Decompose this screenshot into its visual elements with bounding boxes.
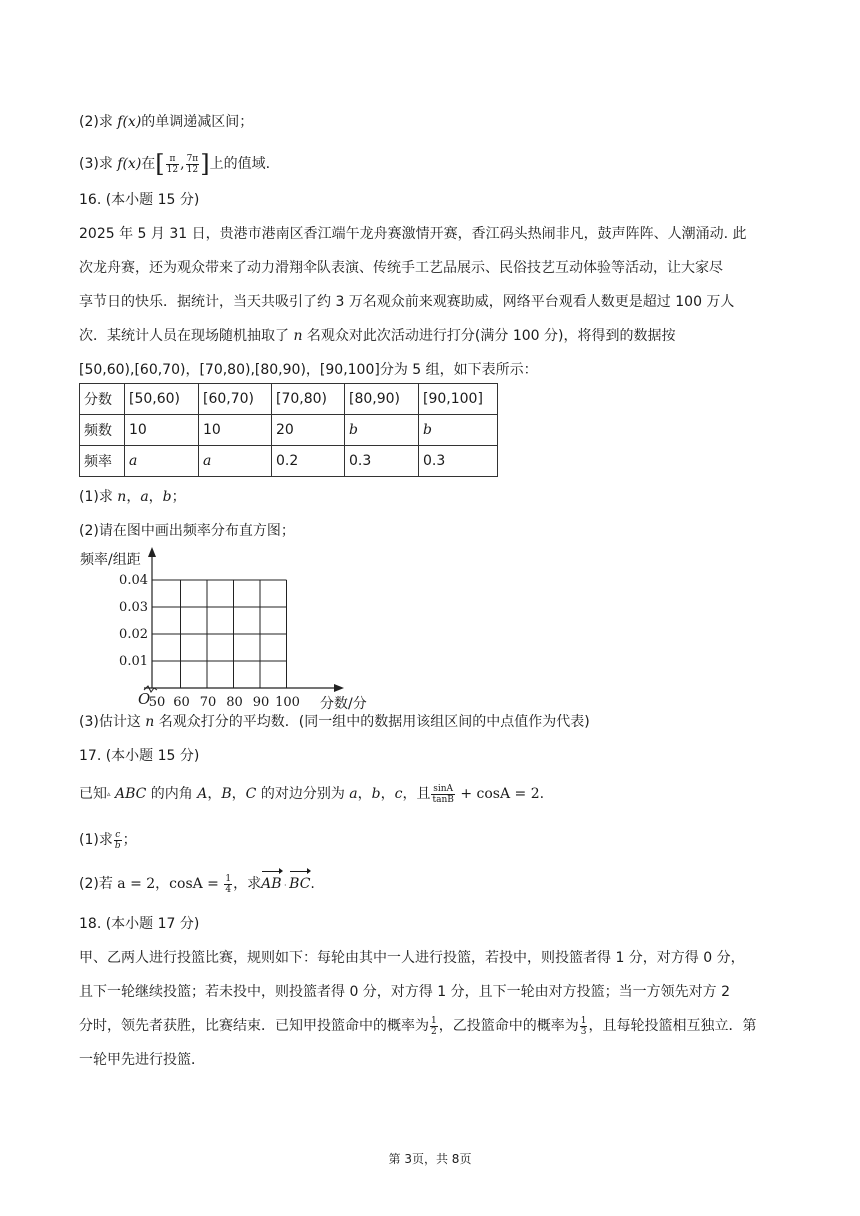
comma: ， [126,489,141,505]
table-cell: b [419,415,498,446]
var-c: c [394,786,403,802]
table-cell: 频率 [80,446,125,477]
var-b: b [162,489,172,505]
table-cell: 频数 [80,415,125,446]
var-a: a [140,489,149,505]
q18-paragraph-line3 [79,1012,756,1040]
q15-part2 [79,112,253,132]
table-cell: 0.3 [345,446,419,477]
x-axis-arrow [334,684,344,692]
y-axis-arrow [148,547,156,557]
frac-num: 1 [431,1015,437,1026]
q18-p3c: ，且每轮投篮相互独立．第 [588,1018,757,1034]
frac-den: 12 [166,164,179,175]
table-cell: [70,80) [272,384,345,415]
third-fraction [580,1016,588,1037]
var-C: C [245,786,257,802]
q16-paragraph-line2: 次龙舟赛，还为观众带来了动力滑翔伞队表演、传统手工艺品展示、民俗技艺互动体验等活动，让大家尽 [79,260,723,276]
q16-part3 [79,712,590,732]
frequency-table [79,383,498,477]
q15-part3-label: (3)求 [79,156,118,172]
x-tick-label: 50 [148,695,166,710]
q17-p1c: 的对边分别为 [256,786,350,802]
table-cell: a [199,446,272,477]
q15-part2-label: (2)求 [79,114,118,130]
one-quarter-fraction [224,874,232,895]
var-A: A [197,786,208,802]
vector-bc: BC [289,870,310,898]
q17-part2 [79,870,315,900]
q15-part2-fx: f(x) [117,114,142,130]
comma: ， [357,786,372,802]
comma: ， [148,489,163,505]
frac-num: c [115,829,121,840]
chart-axes [144,547,344,692]
frac-num: 1 [225,873,232,884]
var-B: B [221,786,232,802]
x-tick-label: 70 [199,695,217,710]
table-cell: 0.3 [419,446,498,477]
table-cell: [60,70) [199,384,272,415]
q17-paragraph [79,780,544,808]
half-fraction [430,1016,438,1037]
table-cell: a [125,446,199,477]
q18-paragraph-line4: 一轮甲先进行投篮． [79,1052,205,1068]
triangle-icon: ▵ [107,790,111,798]
frac-den: 12 [186,164,199,175]
q16-part3b: 名观众打分的平均数．(同一组中的数据用该组区间的中点值作为代表) [154,714,590,730]
y-tick-label: 0.03 [119,600,148,615]
x-axis-title: 分数/分 [320,696,367,712]
q18-p3b: ，乙投篮命中的概率为 [438,1018,579,1034]
table-cell: [90,100] [419,384,498,415]
var-n: n [117,489,127,505]
equation-rest: + cosA = 2 [455,786,540,802]
table-cell: 20 [272,415,345,446]
cos-equals: ，cosA = [155,876,224,892]
q15-part3 [79,150,270,178]
semicolon: ； [122,832,137,848]
frac-num: sinA [433,783,454,794]
table-cell: [50,60) [125,384,199,415]
q16-paragraph-line1: 2025 年 5 月 31 日，贵港市港南区香江端午龙舟赛激情开赛，香江码头热闹非凡，鼓声阵阵、人潮涌动. 此 [79,226,747,242]
x-tick-label: 60 [173,695,190,710]
triangle-abc: ABC [114,786,147,802]
interval-lower-fraction [166,154,179,175]
table-cell: 10 [125,415,199,446]
q16-header: 16. (本小题 15 分) [79,192,200,208]
comma: ， [380,786,395,802]
interval-bracket-left: [ [155,150,165,178]
table-row [80,446,498,477]
interval-comma: , [180,156,185,172]
q16-part1 [79,487,186,507]
q17-part1 [79,826,137,854]
frac-num: 7π [186,153,199,164]
a-equals-2: a = 2 [117,876,156,892]
chart-grid [152,580,287,688]
table-cell: b [345,415,419,446]
q15-part3-zai: 在 [141,156,156,172]
q16-paragraph-line3: 享节日的快乐．据统计，当天共吸引了约 3 万名观众前来观赛助威，网络平台观看人数更是超过 100 万人 [79,294,735,310]
q17-part2a: (2)若 [79,876,118,892]
vector-ab: AB [261,870,281,898]
table-cell: 分数 [80,384,125,415]
table-row [80,384,498,415]
q17-p1d: ，且 [402,786,431,802]
q16-p4n: n [293,328,303,344]
q16-part3a: (3)估计这 [79,714,146,730]
q18-p3a: 分时，领先者获胜，比赛结束．已知甲投篮命中的概率为 [79,1018,429,1034]
var-n: n [145,714,155,730]
x-tick-label: 90 [252,695,270,710]
frac-den: 4 [225,884,232,895]
table-cell: 0.2 [272,446,345,477]
table-cell: [80,90) [345,384,419,415]
q16-paragraph-line5: [50,60),[60,70)，[70,80),[80,90)，[90,100]分为 5 组，如下表所示： [79,362,538,378]
var-b: b [371,786,381,802]
q18-paragraph-line2: 且下一轮继续投篮；若未投中，则投篮者得 0 分，对方得 1 分，且下一轮由对方投篮；当一方领先对方 2 [79,984,730,1000]
y-tick-label: 0.04 [119,573,148,588]
q16-p4b: 名观众对此次活动进行打分(满分 100 分)，将得到的数据按 [302,328,676,344]
x-tick-label: 80 [226,695,243,710]
q16-p4a: 次．某统计人员在现场随机抽取了 [79,328,294,344]
q17-header: 17. (本小题 15 分) [79,748,200,764]
q18-header: 18. (本小题 17 分) [79,916,200,932]
frac-den: 2 [431,1026,437,1037]
interval-bracket-right: ] [200,150,210,178]
comma: ， [231,786,246,802]
q16-part1a: (1)求 [79,489,118,505]
frac-num: 1 [580,1015,587,1026]
q17-part2b: ，求 [233,876,262,892]
table-row [80,415,498,446]
dot-operator: · [281,881,290,890]
frac-den: b [114,840,121,851]
semicolon: ； [171,489,186,505]
y-axis-title: 频率/组距 [80,552,141,568]
var-a: a [349,786,358,802]
q17-p1b: 的内角 [146,786,198,802]
period: . [539,786,545,802]
q15-part3-fx: f(x) [117,156,142,172]
comma: ， [207,786,222,802]
x-tick-label: 100 [275,695,300,710]
period: . [310,876,315,892]
q17-p1a: 已知 [79,786,107,802]
sin-tan-fraction [431,784,454,805]
q18-paragraph-line1: 甲、乙两人进行投篮比赛，规则如下：每轮由其中一人进行投篮，若投中，则投篮者得 1 分，对方得 0 分， [79,950,745,966]
y-tick-label: 0.01 [119,654,148,669]
interval-upper-fraction [186,154,200,175]
q17-part1a: (1)求 [79,832,113,848]
page-footer: 第 3页，共 8页 [388,1152,472,1166]
origin-label: O [138,690,151,708]
q15-part3-rest: 上的值域. [209,156,271,172]
q15-part2-rest: 的单调递减区间； [141,114,254,130]
c-over-b-fraction [114,830,122,851]
table-cell: 10 [199,415,272,446]
q16-paragraph-line4 [79,326,675,346]
frac-den: tanB [432,794,454,805]
q16-part2: (2)请在图中画出频率分布直方图； [79,523,295,539]
histogram-grid-chart [76,545,396,712]
y-tick-label: 0.02 [119,627,148,642]
frac-den: 3 [580,1026,587,1037]
frac-num: π [166,154,179,165]
